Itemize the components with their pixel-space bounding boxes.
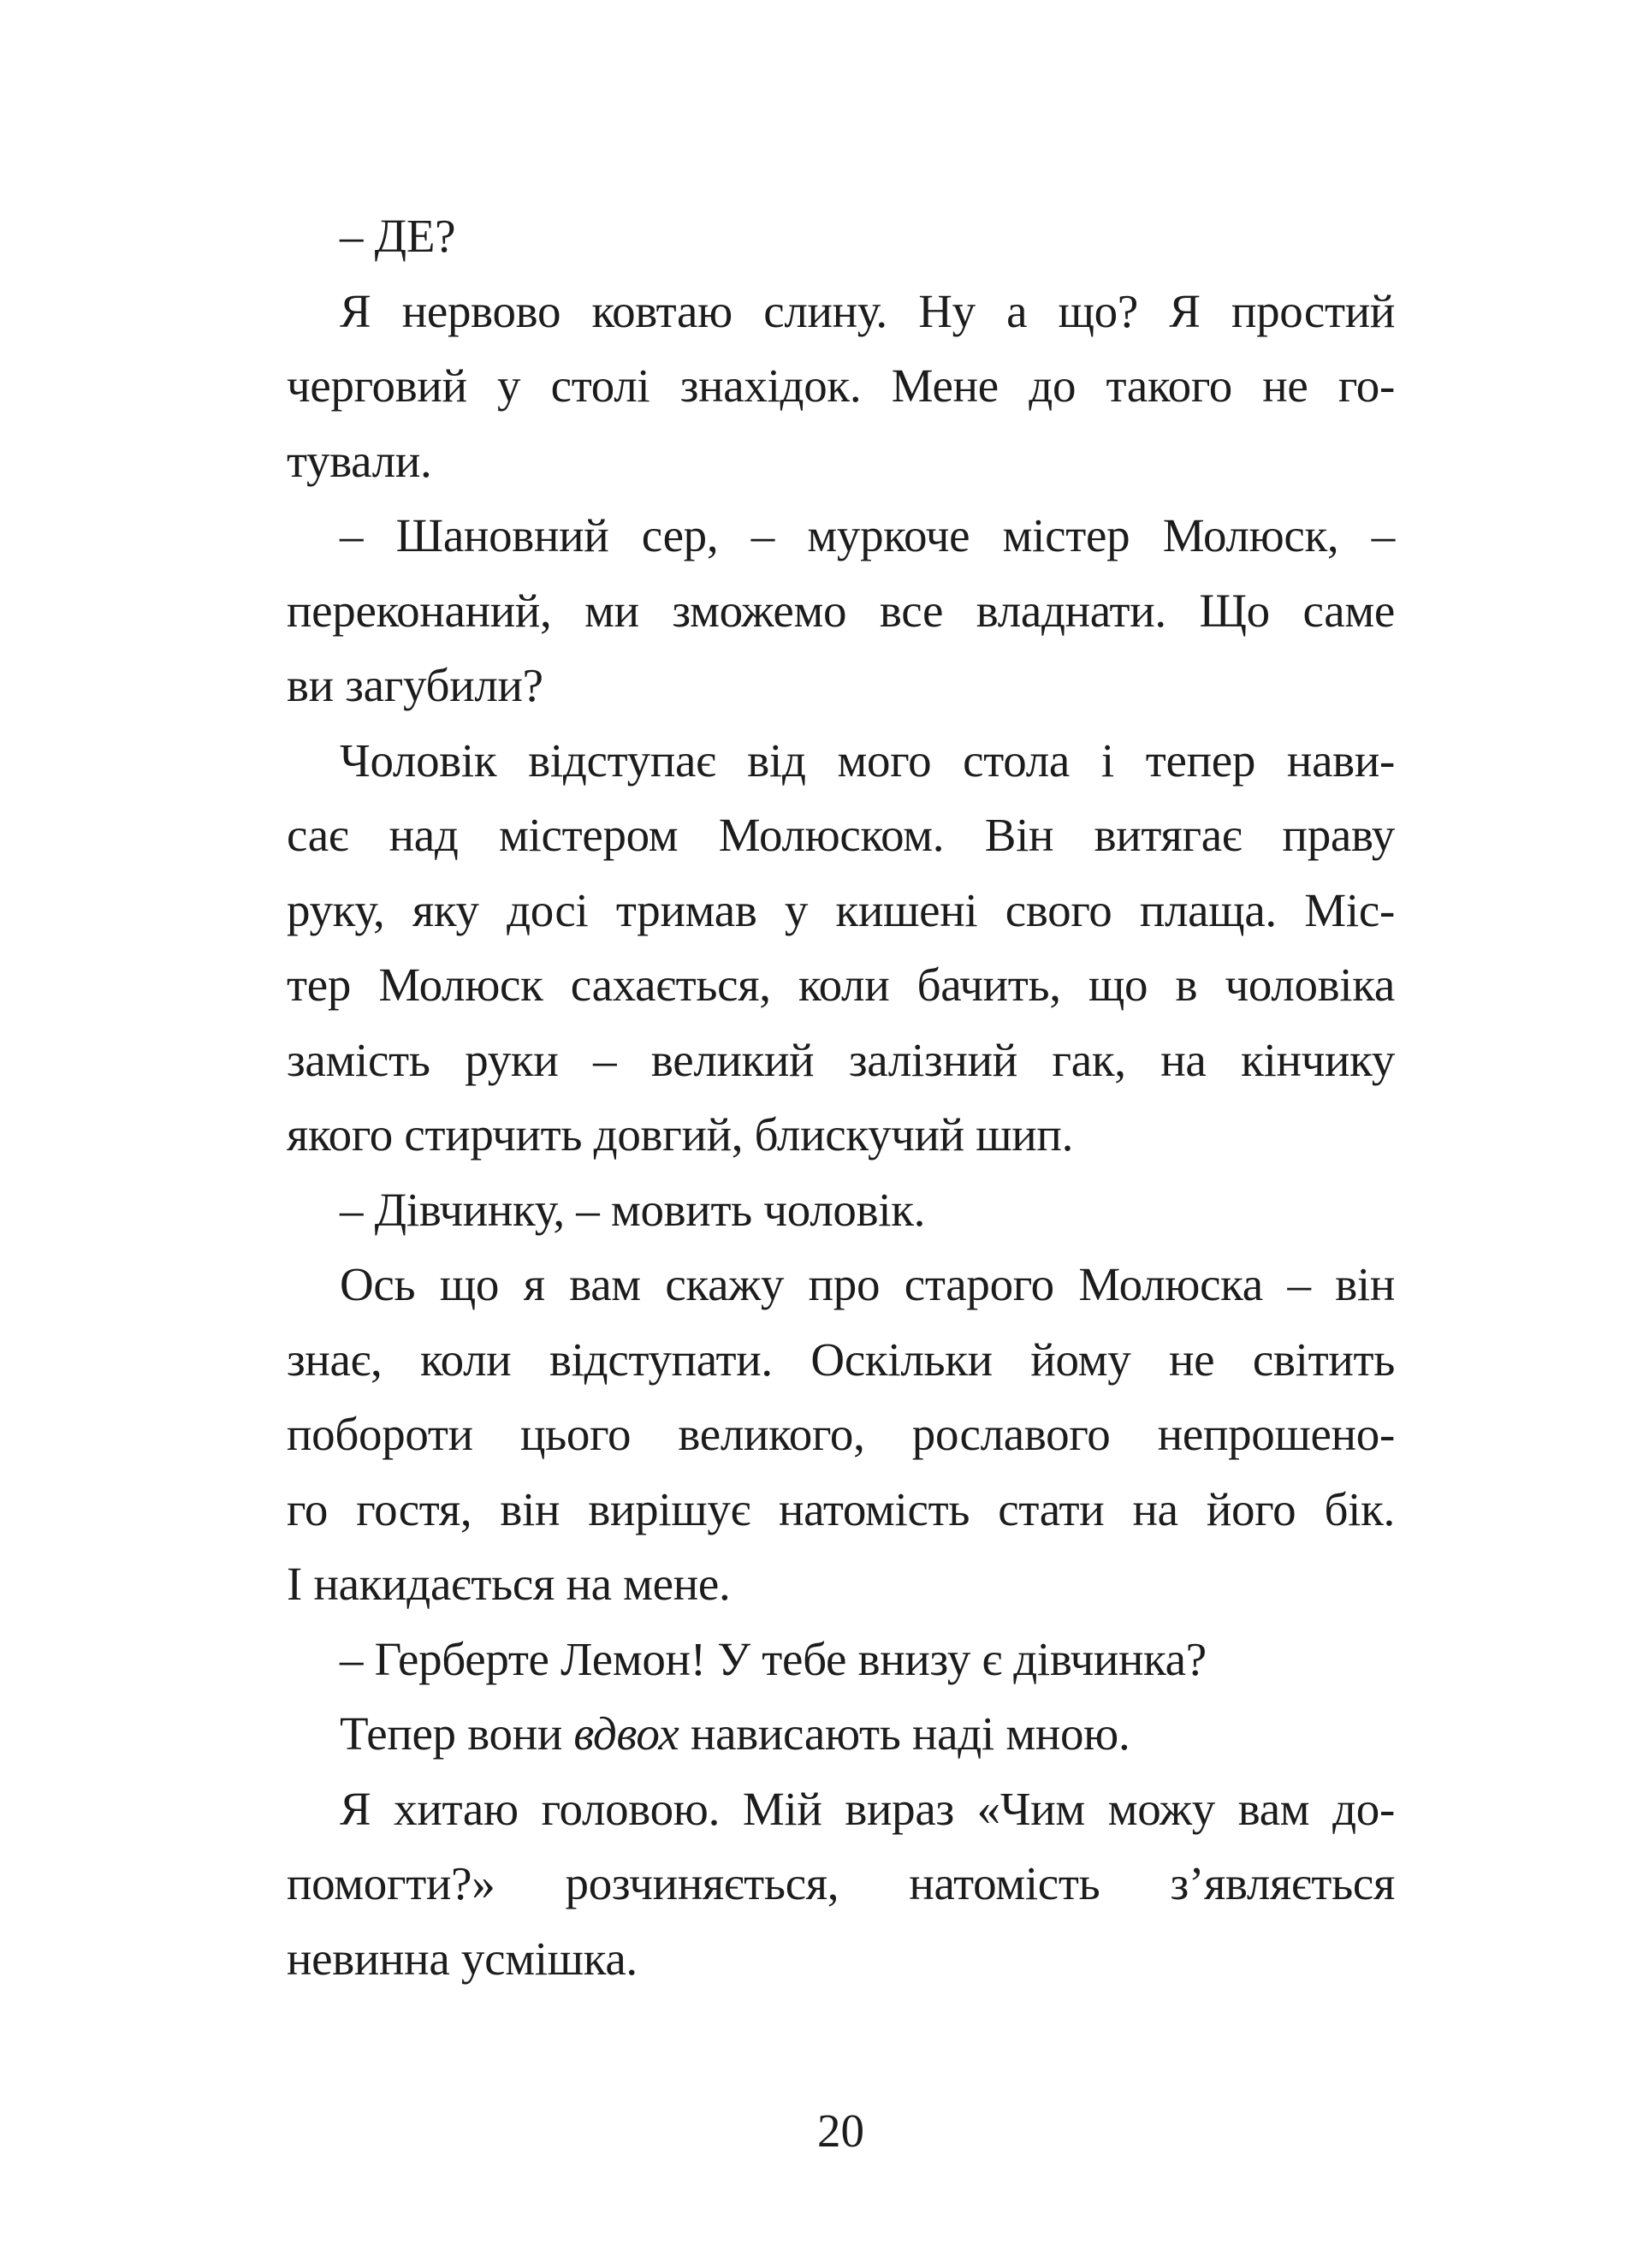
text-line	[287, 1247, 1395, 1322]
text-segment: побороти цього великого, рославого непрошено-	[287, 1408, 1395, 1460]
text-segment: знає, коли відступати. Оскільки йому не світить	[287, 1333, 1395, 1386]
text-line	[287, 648, 1395, 723]
text-line	[287, 1097, 1395, 1173]
text-segment: тер Молюск сахається, коли бачить, що в чоловіка	[287, 959, 1395, 1011]
text-segment: го гостя, він вирішує натомість стати на його бік.	[287, 1482, 1395, 1535]
text-line	[287, 1696, 1395, 1772]
text-line	[287, 798, 1395, 873]
text-segment: – Герберте Лемон! У тебе внизу є дівчинка?	[340, 1632, 1207, 1685]
text-line	[287, 1173, 1395, 1248]
text-segment: Я нервово ковтаю слину. Ну а що? Я простий	[340, 284, 1395, 337]
text-segment: І накидається на мене.	[287, 1558, 731, 1610]
text-line	[287, 199, 1395, 274]
text-line	[287, 424, 1395, 499]
text-line	[287, 723, 1395, 799]
text-segment: якого стирчить довгий, блискучий шип.	[287, 1108, 1074, 1161]
text-segment: Я хитаю головою. Мій вираз «Чим можу вам до-	[340, 1782, 1395, 1835]
text-line	[287, 573, 1395, 649]
text-line	[287, 1023, 1395, 1098]
text-segment: нависають наді мною.	[679, 1707, 1130, 1760]
text-line	[287, 1547, 1395, 1622]
text-line	[287, 348, 1395, 424]
text-segment: – Шановний сер, – муркоче містер Молюск, –	[340, 509, 1395, 561]
text-segment: помогти?» розчиняється, натомість з’являється	[287, 1857, 1395, 1909]
text-segment: тували.	[287, 434, 432, 487]
text-line	[287, 947, 1395, 1023]
text-line	[287, 1921, 1395, 1997]
text-segment: Ось що я вам скажу про старого Молюска – він	[340, 1258, 1395, 1310]
text-line	[287, 1622, 1395, 1697]
text-line	[287, 873, 1395, 948]
text-segment: замість руки – великий залізний гак, на кінчику	[287, 1033, 1395, 1086]
body-text-block	[287, 199, 1395, 1996]
text-segment: ви загубили?	[287, 659, 543, 711]
text-line	[287, 1322, 1395, 1398]
text-segment: руку, яку досі тримав у кишені свого плаща. Міс-	[287, 883, 1395, 936]
text-segment: – ДЕ?	[340, 210, 456, 262]
text-line	[287, 274, 1395, 349]
text-line	[287, 1772, 1395, 1847]
text-line	[287, 1472, 1395, 1547]
text-line	[287, 1397, 1395, 1472]
text-segment: Тепер вони	[340, 1707, 574, 1760]
italic-text-segment: вдвох	[573, 1707, 679, 1760]
text-line	[287, 498, 1395, 573]
text-line	[287, 1846, 1395, 1921]
text-segment: – Дівчинку, – мовить чоловік.	[340, 1183, 926, 1236]
text-segment: невинна усмішка.	[287, 1932, 638, 1985]
page-number: 20	[817, 2105, 864, 2157]
text-segment: черговий у столі знахідок. Мене до такого не го-	[287, 359, 1395, 412]
text-segment: сає над містером Молюском. Він витягає праву	[287, 809, 1395, 861]
text-segment: Чоловік відступає від мого стола і тепер нави-	[340, 733, 1395, 787]
text-segment: переконаний, ми зможемо все владнати. Що саме	[287, 584, 1395, 637]
